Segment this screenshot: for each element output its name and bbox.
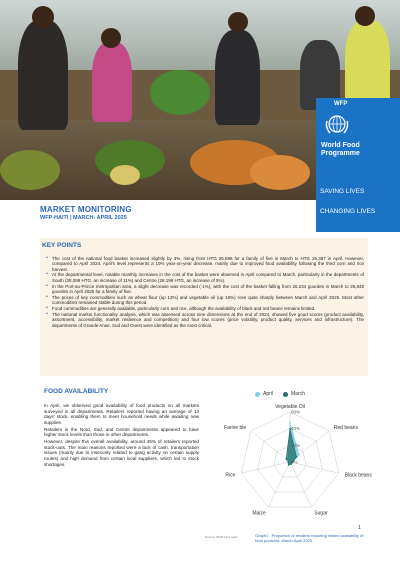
key-points-list [44, 256, 364, 328]
paragraph: Retailers in the Nord, Sud, and Centre departments appeared to have higher stock levels than those in other departments. [44, 426, 199, 438]
key-point-item: • In the Port-au-Prince metropolitan area, a slight decrease was recorded (-1%), with the cost of the basket falling from 26,234 gourdes in March to 25,848 gourdes in April 2025 for a family of five. [44, 284, 364, 295]
wfp-abbreviation: WFP [334, 101, 348, 107]
wfp-tagline-changing: CHANGING LIVES [320, 208, 376, 215]
paragraph: In April, we observed good availability of food products on all markets surveyed in all departments. Retailers reported having an average of 13 days' stock, enabling them to meet household needs while awaiting new supplies. [44, 403, 199, 426]
key-point-item: • At the departmental level, notable monthly increases in the cost of the basket were observed in April compared to March, particularly in the departments of South (28,089 HTG, an increase of 11%) and Centre (28,199 HTG, an increase of 5%). [44, 272, 364, 283]
document-subtitle: WFP-HAITI | MARCH- APRIL 2025 [40, 215, 127, 221]
data-point-march [285, 458, 287, 460]
produce-pile [150, 70, 210, 115]
wfp-name: World Food Programme [321, 142, 360, 157]
page-number: 1 [358, 525, 361, 531]
vendor-figure [18, 20, 68, 130]
paragraph: However, despite this overall availability, around 45% of retailers reported stock-outs. The main reasons reported were a lack of cash, transportation issues (mainly due to insecurity related to gang activity on certain supply routes) and high demand from certain local suppliers, which led to stock shortages. [44, 438, 199, 467]
legend-label: March [291, 391, 305, 397]
key-point-item: • The national market functionality analysis, which was assessed across nine dimensions at the end of 2024, showed five good scores (product availability, assortment, accessibility, market resilience and competition) and four low scores (price volatility, product quality, services and infrastructure). The departments of Grande Anse, Sud and Ouest were identified as the most critical. [44, 312, 364, 328]
grid-spoke [268, 462, 290, 507]
key-point-item: • The prices of key commodities such as wheat flour (up 13%) and vegetable oil (up 18%) rose quite sharply between March and April 2025. Most other commodities remained stable during this period. [44, 295, 364, 306]
tick-label: 20% [291, 442, 301, 448]
category-label: Vegetable Oil [275, 403, 305, 410]
wfp-emblem-icon [322, 109, 352, 139]
produce-pile [0, 150, 60, 190]
vendor-head [355, 6, 375, 26]
key-point-item: • Food commodities are generally available, particularly corn and rice, although the availability of black and red beans remains limited. [44, 306, 364, 311]
vendor-head [101, 28, 121, 48]
chart-source: Source: WAM Unit, Haiti [205, 535, 238, 539]
tick-label: 40% [291, 426, 301, 432]
food-availability-heading: FOOD AVAILABILITY [44, 388, 109, 395]
grid-spoke [290, 459, 312, 507]
category-label: Maize [252, 510, 266, 517]
food-availability-body [44, 403, 199, 468]
grid-spoke [241, 462, 290, 473]
data-point-march [288, 462, 290, 464]
key-points-heading: KEY POINTS [42, 242, 82, 249]
wfp-tagline-saving: SAVING LIVES [320, 188, 365, 195]
produce-pile [110, 165, 140, 185]
data-point-april [298, 454, 300, 456]
chart-caption: Graph1 : Proportion of retailers reporting limited availability of food products, March-April 2025 [255, 533, 364, 543]
produce-pile [250, 155, 310, 190]
category-label: Farine ble [223, 424, 247, 431]
vendor-figure [345, 20, 390, 110]
vendor-head [32, 6, 54, 28]
radar-chart [205, 386, 375, 550]
vendor-figure [92, 42, 132, 122]
category-label: Black beans [344, 472, 372, 479]
data-point-march [288, 464, 290, 466]
vendor-figure [215, 30, 260, 125]
category-label: Red beans [333, 424, 358, 431]
vendor-head [228, 12, 248, 32]
grid-spoke [251, 431, 290, 462]
legend-label: April [263, 391, 274, 397]
category-label: Sugar [314, 510, 328, 517]
tick-label: 60% [291, 409, 301, 415]
key-point-item: • The cost of the national food basket increased slightly by 3%, rising from HTG 25,598 for a family of five in March to HTG 26,387 in April. However, compared to April 2024, April's level represents a 10% year-on-year decrease, mainly due to improved food availability following the third corn and rice harvest. [44, 256, 364, 272]
data-point-april [289, 422, 291, 424]
category-label: Rice [225, 472, 236, 479]
document-title: MARKET MONITORING [40, 205, 132, 214]
tick-label: 0% [291, 459, 298, 465]
data-point-march [296, 456, 298, 458]
